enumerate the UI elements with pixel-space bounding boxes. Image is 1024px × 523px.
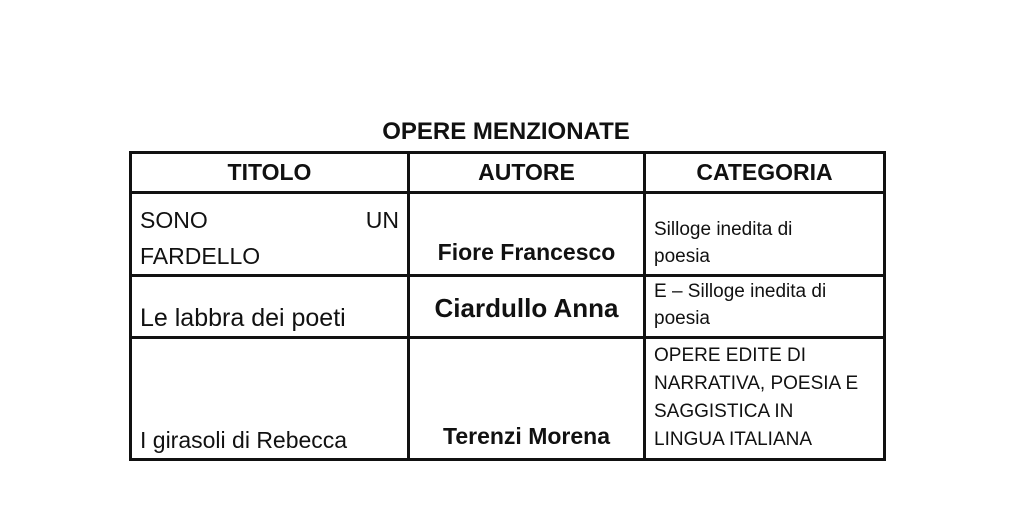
cell-author: Ciardullo Anna (409, 276, 645, 338)
column-header-categoria: CATEGORIA (645, 153, 885, 193)
column-header-titolo: TITOLO (131, 153, 409, 193)
cell-author: Terenzi Morena (409, 338, 645, 460)
table-row (131, 276, 885, 338)
cell-title: Le labbra dei poeti (131, 276, 409, 338)
cell-category (645, 193, 885, 276)
title-word: SONO (140, 207, 208, 233)
awards-table (129, 151, 886, 461)
category-line: poesia (654, 308, 710, 329)
title-line: FARDELLO (140, 243, 261, 269)
cell-author: Fiore Francesco (409, 193, 645, 276)
cell-title (131, 193, 409, 276)
title-word: UN (365, 207, 399, 233)
category-line: SAGGISTICA IN (654, 401, 794, 422)
cell-title: I girasoli di Rebecca (131, 338, 409, 460)
table-header-row (131, 153, 885, 193)
table-row (131, 338, 885, 460)
column-header-autore: AUTORE (409, 153, 645, 193)
category-line: OPERE EDITE DI (654, 345, 807, 366)
category-line: LINGUA ITALIANA (654, 429, 813, 450)
table-row (131, 193, 885, 276)
page-title: OPERE MENZIONATE (382, 118, 630, 145)
category-line: poesia (654, 246, 710, 267)
category-line: NARRATIVA, POESIA E (654, 373, 859, 394)
title-line (140, 202, 399, 238)
cell-category (645, 338, 885, 460)
cell-category (645, 276, 885, 338)
category-line: Silloge inedita di (654, 219, 793, 240)
category-line: E – Silloge inedita di (654, 281, 827, 302)
